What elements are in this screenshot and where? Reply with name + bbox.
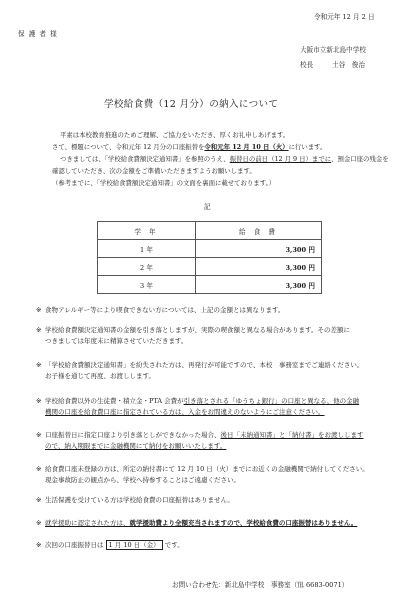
note-mark: ※ <box>36 361 42 369</box>
note-text: 給食費口座未登録の方は、所定の納付書にて 12 月 10 日（火）までにお近くの金融機関で納付してください。 <box>45 465 369 473</box>
paragraph-instructions <box>60 155 389 164</box>
note-mark: ※ <box>36 397 42 405</box>
header-grade: 学 年 <box>98 222 196 240</box>
text-segment: に行います。 <box>288 143 327 151</box>
note-line <box>36 430 396 441</box>
note-text: 機関の口座を給食費口座に指定されている方は、入金をお間違えのないようにご注意ください。 <box>45 407 325 416</box>
text-segment: 引き落とされる「ゆうちょ銀行」の口座と異なる、他の金融 <box>183 397 360 405</box>
note-mark: ※ <box>36 496 42 504</box>
note-next-debit <box>36 540 396 551</box>
paragraph-greeting: 平素は本校教育推進のためご理解、ご協力をいただき、厚くお礼申しあげます。 <box>60 131 290 139</box>
note-mark: ※ <box>36 326 42 334</box>
grade-cell: 3 年 <box>98 276 196 294</box>
table-row <box>98 258 322 276</box>
principal-name: 土谷 俊治 <box>332 61 365 69</box>
note-line <box>36 540 396 551</box>
header-fee: 給 食 費 <box>196 222 322 240</box>
note-assistance <box>36 518 396 529</box>
text-segment: 就学援助に認定された方は、 <box>45 519 130 527</box>
note-text: お子様を通じて再度、お渡しします。 <box>45 371 155 380</box>
note-mark: ※ <box>36 306 42 314</box>
document-date: 令和元年 12 月 2 日 <box>314 13 375 21</box>
ki-label: 記 <box>204 203 211 211</box>
table-row <box>98 240 322 258</box>
note-text: 食物アレルギー等により喫食できない方については、上記の金額とは異なります。 <box>45 306 285 314</box>
text-segment: です。 <box>164 541 184 549</box>
grade-cell: 2 年 <box>98 258 196 276</box>
contact-info: お問い合わせ先：新北島中学校 事務室（℡ 6683-0071） <box>172 581 349 589</box>
deadline-text: 振替日の前日（12 月 9 日）までに <box>229 155 332 163</box>
note-mark: ※ <box>36 431 42 439</box>
text-segment: 口座振替日に指定口座より引き落としができなかった場合、 <box>45 431 221 439</box>
note-other-account <box>36 396 396 417</box>
paragraph-debit-date <box>52 143 326 152</box>
next-debit-date: 1 月 10 日（金） <box>106 540 163 550</box>
fee-cell: 3,300 円 <box>196 276 322 294</box>
text-segment: 後日「未納通知書」と「納付書」をお渡しします <box>220 431 364 439</box>
note-difference <box>36 325 396 346</box>
note-text: 学校給食費額決定通知書の金額を引き落としますが、実際の喫食額と異なる場合があります。その差額に <box>45 326 350 334</box>
text-segment: さて、標題について、令和元年 12 月分の口座振替を <box>52 143 205 151</box>
note-reissue <box>36 360 396 381</box>
fee-cell: 3,300 円 <box>196 258 322 276</box>
fee-cell: 3,300 円 <box>196 240 322 258</box>
note-mark: ※ <box>36 519 42 527</box>
note-mark: ※ <box>36 465 42 473</box>
text-segment: 次回の口座振替日は <box>45 541 104 549</box>
note-text: ので、納入期限までに金融機関にて納付をお願いいたします。 <box>45 441 227 450</box>
text-segment: つきましては、「学校給食費額決定通知書」を参照のうえ、 <box>60 155 230 163</box>
principal-title: 校長 <box>300 61 314 69</box>
note-line <box>36 396 396 407</box>
note-allergy <box>36 305 396 316</box>
note-mark: ※ <box>36 541 42 549</box>
debit-date: 令和元年 12 月 10 日（火） <box>204 143 289 151</box>
note-text: 現金事故防止の観点から、学校へ持参することはご遠慮ください。 <box>45 475 240 484</box>
document-title: 学校給食費（12 月分）の納入について <box>104 99 279 110</box>
note-text: 生活保護を受けている方は学校給食費の口座振替はありません。 <box>45 496 234 504</box>
note-line <box>36 518 396 529</box>
note-failed-debit <box>36 430 396 451</box>
fee-table <box>97 221 322 294</box>
text-segment: 、預金口座の残金を <box>331 155 389 163</box>
table-row <box>98 276 322 294</box>
grade-cell: 1 年 <box>98 240 196 258</box>
paragraph-confirm: 確認していただき、次の金額をご準備いただきますようお願いします。 <box>52 167 256 175</box>
school-name: 大阪市立新北島中学校 <box>300 46 366 54</box>
note-unregistered <box>36 464 396 485</box>
paragraph-reference: （参考までに、「学校給食費額決定通知書」の文面を裏面に載せております。） <box>52 179 276 187</box>
note-text: つきましては年度末に精算させていただきます。 <box>45 336 188 345</box>
text-segment: 学校給食費以外の生徒費・積立金・PTA 会費が <box>45 397 184 405</box>
text-segment: 就学援助費より全額充当されますので、学校給食費の口座振替はありません。 <box>129 519 358 527</box>
note-welfare <box>36 495 396 506</box>
table-header-row <box>98 222 322 240</box>
recipient: 保 護 者 様 <box>18 30 58 38</box>
note-text: 「学校給食費額決定通知書」を紛失された方は、再発行が可能ですので、本校 事務室までご連絡ください。 <box>45 361 364 369</box>
